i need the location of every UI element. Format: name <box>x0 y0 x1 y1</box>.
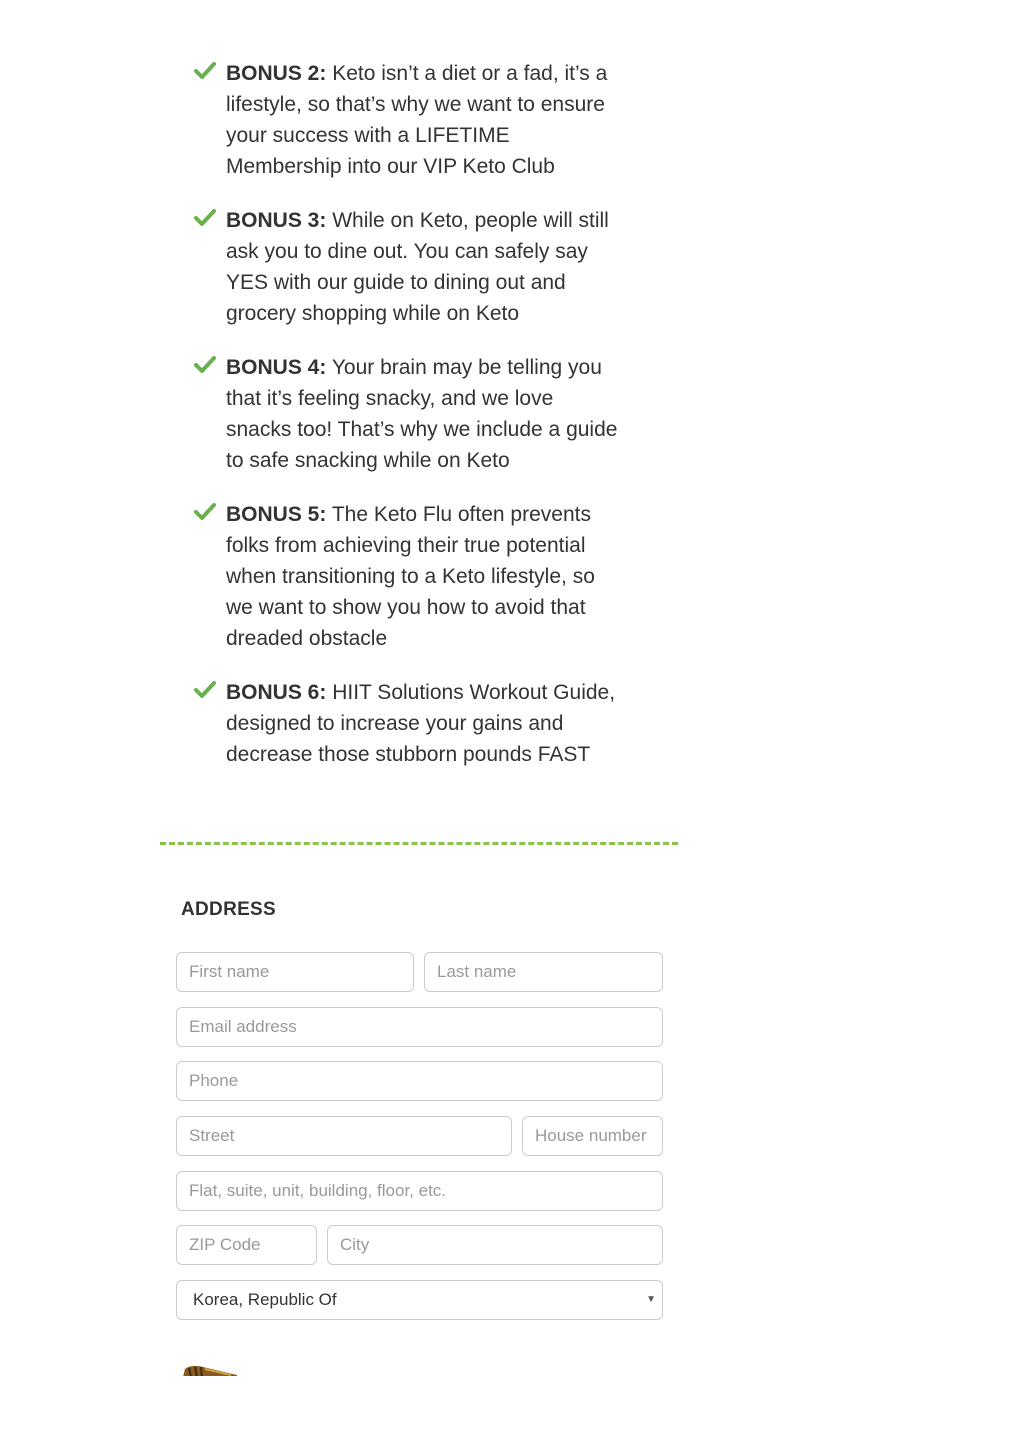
bonus-label: BONUS 5: <box>226 503 327 526</box>
bonus-item-2 <box>194 58 624 182</box>
address-title: ADDRESS <box>181 899 277 920</box>
bonus-item-5 <box>194 499 624 654</box>
section-divider <box>160 842 678 845</box>
checkmark-icon <box>194 62 216 80</box>
bonus-text: While on Keto, people will still ask you to dine out. You can safely say YES with our guide to dining out and grocery shopping while on Keto <box>226 209 609 325</box>
bonus-label: BONUS 2: <box>226 62 327 85</box>
bonus-text: The Keto Flu often prevents folks from achieving their true potential when transitioning to a Keto lifestyle, so we want to show you how to avoid that dreaded obstacle <box>226 503 595 650</box>
checkmark-icon <box>194 209 216 227</box>
bonus-list <box>194 58 624 793</box>
bonus-item-6 <box>194 677 624 770</box>
address-line2-input[interactable] <box>176 1171 663 1211</box>
product-image <box>181 1364 241 1376</box>
email-input[interactable] <box>176 1007 663 1047</box>
last-name-input[interactable] <box>424 952 663 992</box>
bonus-text: Keto isn’t a diet or a fad, it’s a lifestyle, so that’s why we want to ensure your success with a LIFETIME Membership into our VIP Keto Club <box>226 62 608 178</box>
bonus-label: BONUS 4: <box>226 356 327 379</box>
street-input[interactable] <box>176 1116 512 1156</box>
checkmark-icon <box>194 356 216 374</box>
bonus-text: Your brain may be telling you that it’s feeling snacky, and we love snacks too! That’s why we include a guide to safe snacking while on Keto <box>226 356 618 472</box>
zip-code-input[interactable] <box>176 1225 317 1265</box>
bonus-item-4 <box>194 352 624 476</box>
bonus-label: BONUS 6: <box>226 681 327 704</box>
checkmark-icon <box>194 681 216 699</box>
city-input[interactable] <box>327 1225 663 1265</box>
phone-input[interactable] <box>176 1061 663 1101</box>
caret-down-icon: ▼ <box>646 1294 656 1305</box>
house-number-input[interactable] <box>522 1116 663 1156</box>
country-select[interactable] <box>176 1280 663 1320</box>
bonus-text: HIIT Solutions Workout Guide, designed to increase your gains and decrease those stubborn pounds FAST <box>226 681 616 766</box>
bonus-item-3 <box>194 205 624 329</box>
checkmark-icon <box>194 503 216 521</box>
country-select-value: Korea, Republic Of <box>193 1290 337 1309</box>
first-name-input[interactable] <box>176 952 414 992</box>
bonus-label: BONUS 3: <box>226 209 327 232</box>
